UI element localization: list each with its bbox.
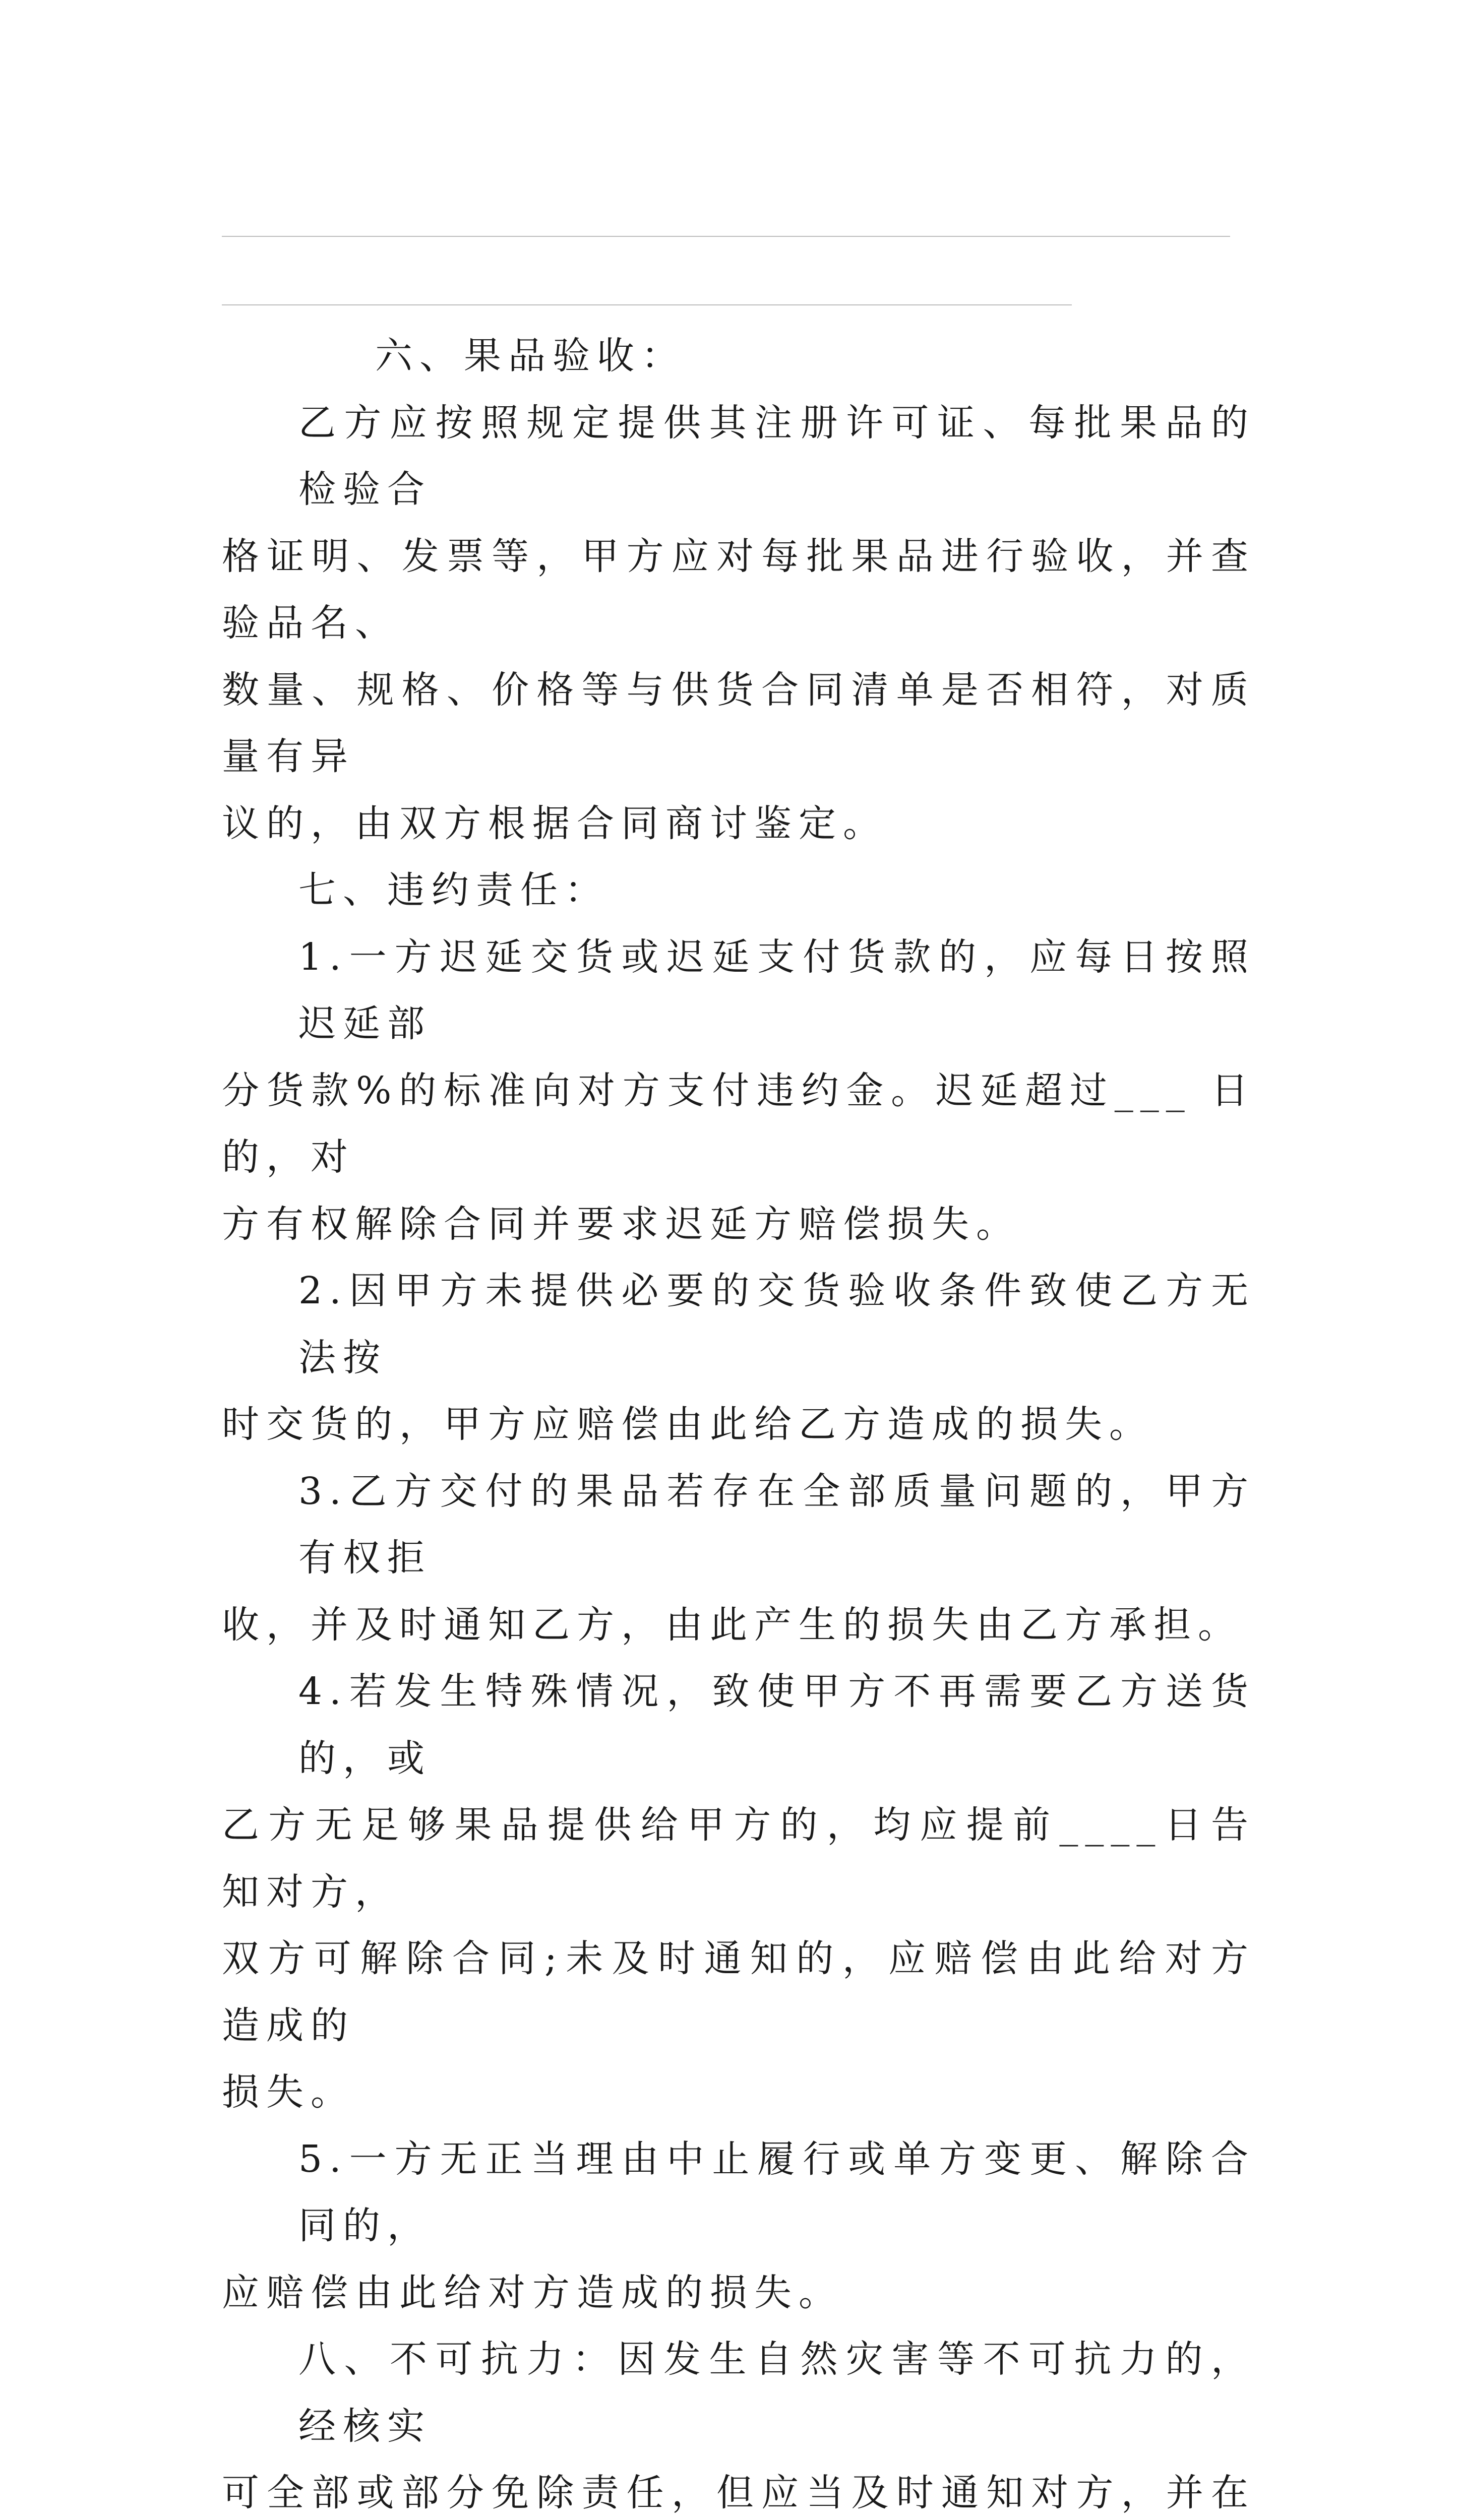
text-line: 数量、规格、价格等与供货合同清单是否相符，对质量有异: [222, 668, 1255, 778]
liability-item-4: [222, 1658, 1255, 2126]
liability-item-5: [222, 2126, 1255, 2326]
text-line: 4.若发生特殊情况，致使甲方不再需要乙方送货的，或: [298, 1670, 1255, 1780]
paragraph-acceptance: [222, 390, 1255, 857]
text-line: 损失。: [222, 2070, 355, 2114]
text-line: 可全部或部分免除责任，但应当及时通知对方，并在: [222, 2471, 1255, 2514]
section-heading-liability: 七、违约责任：: [298, 868, 609, 912]
section-heading-acceptance: 六、果品验收：: [375, 334, 686, 377]
text-line: 双方可解除合同;未及时通知的，应赔偿由此给对方造成的: [222, 1937, 1255, 2047]
text-line: 分货款%的标准向对方支付违约金。迟延超过___ 日的，对: [222, 1068, 1255, 1179]
text-line: 1.一方迟延交货或迟延支付货款的，应每日按照迟延部: [298, 935, 1255, 1045]
top-rule-1: [222, 236, 1230, 237]
text-line: 议的，由双方根据合同商讨鉴定。: [222, 801, 887, 845]
paragraph-force-majeure: [222, 2326, 1255, 2520]
text-line: 收，并及时通知乙方，由此产生的损失由乙方承担。: [222, 1603, 1242, 1647]
top-rule-2: [222, 304, 1072, 305]
text-line: 乙方应按照规定提供其注册许可证、每批果品的检验合: [298, 401, 1255, 511]
liability-item-1: [222, 924, 1255, 1258]
text-line: 5.一方无正当理由中止履行或单方变更、解除合同的，: [298, 2137, 1255, 2247]
text-line: 应赔偿由此给对方造成的损失。: [222, 2271, 843, 2314]
liability-item-2: [222, 1257, 1255, 1458]
text-line: 八、不可抗力：因发生自然灾害等不可抗力的，经核实: [298, 2338, 1255, 2448]
text-line: 2.因甲方未提供必要的交货验收条件致使乙方无法按: [298, 1269, 1255, 1379]
text-line: 格证明、发票等，甲方应对每批果品进行验收，并查验品名、: [222, 534, 1255, 645]
text-line: 方有权解除合同并要求迟延方赔偿损失。: [222, 1202, 1020, 1246]
liability-item-3: [222, 1458, 1255, 1659]
document-body: [222, 323, 1255, 2520]
text-line: 3.乙方交付的果品若存在全部质量问题的，甲方有权拒: [298, 1469, 1255, 1580]
text-line: 乙方无足够果品提供给甲方的，均应提前____日告知对方，: [222, 1803, 1255, 1914]
text-line: 时交货的，甲方应赔偿由此给乙方造成的损失。: [222, 1403, 1153, 1446]
